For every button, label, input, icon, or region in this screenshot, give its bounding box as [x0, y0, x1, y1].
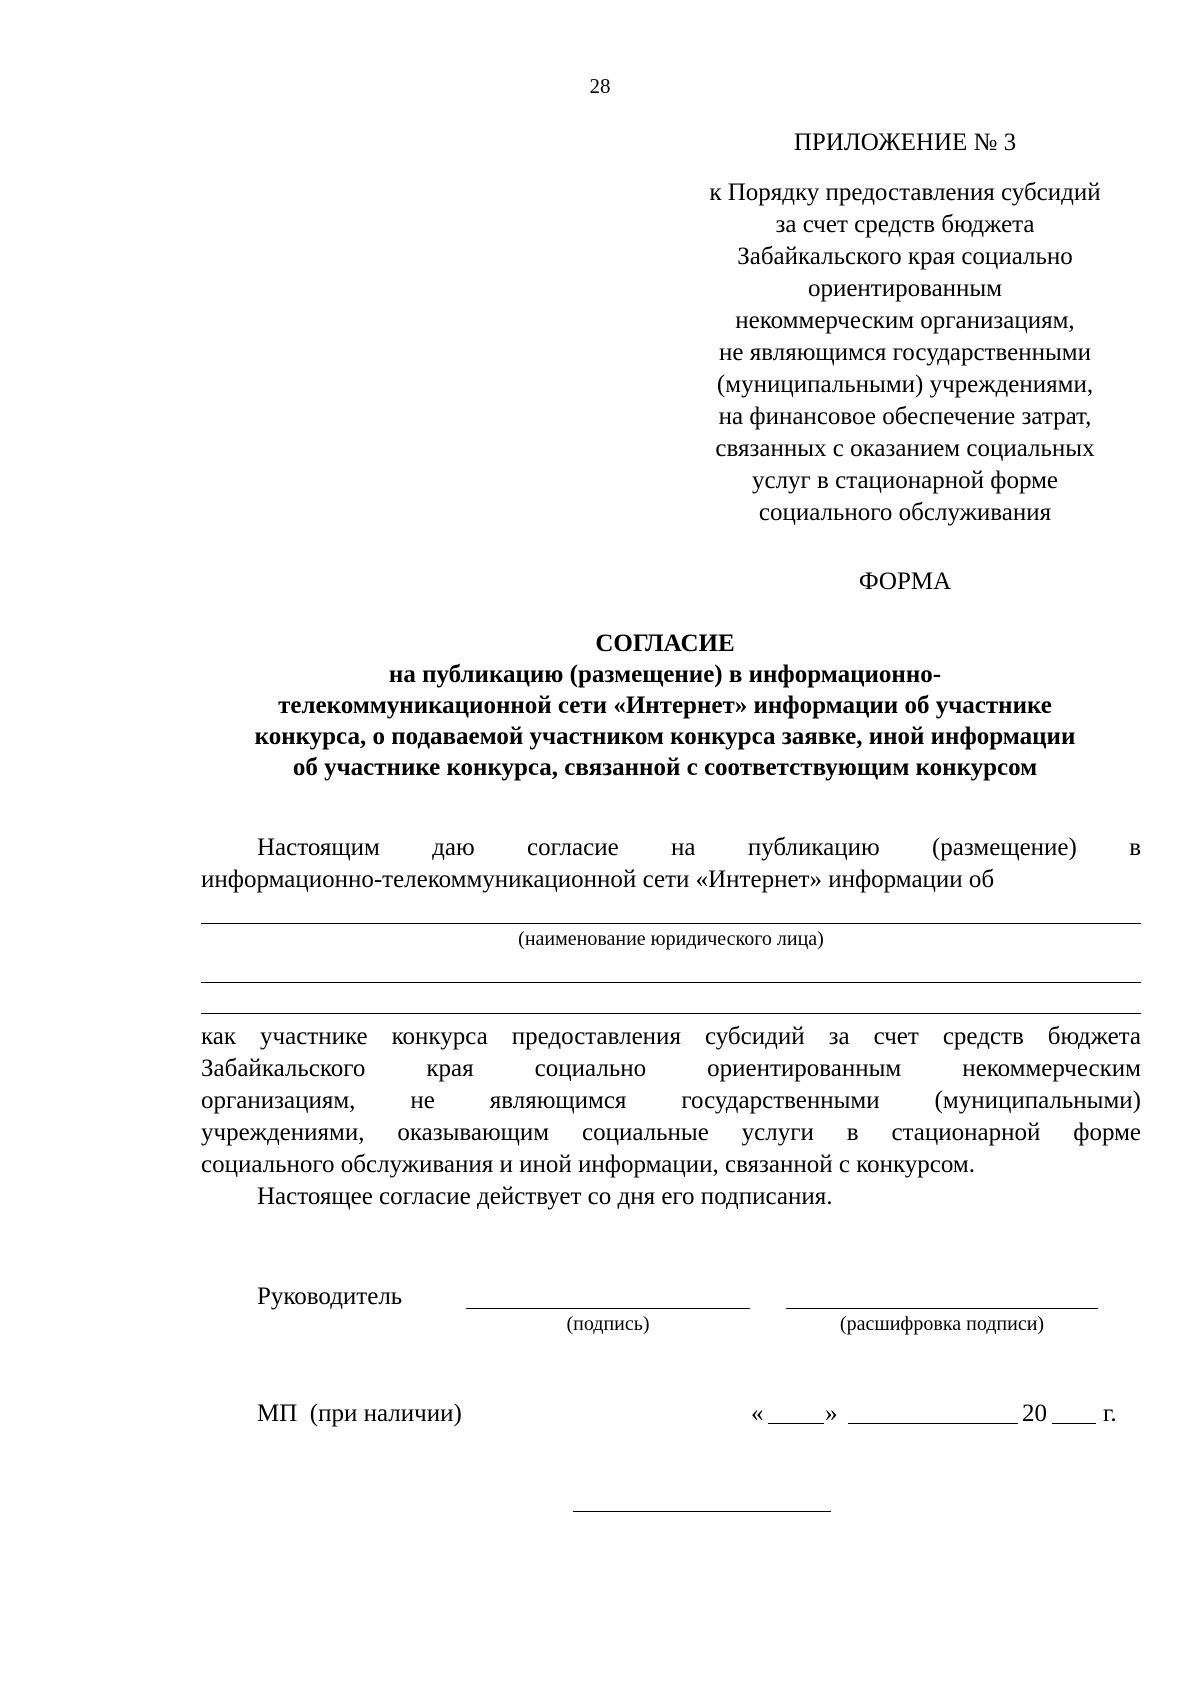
intro-line: информационно-телекоммуникационной сети «Интернет» информации об	[201, 866, 995, 893]
date-year-suffix: г.	[1103, 1400, 1117, 1427]
appendix-line: ориентированным	[807, 275, 1003, 302]
appendix-title: ПРИЛОЖЕНИЕ № 3	[793, 129, 1017, 156]
entity-name-line[interactable]	[201, 923, 1141, 924]
end-separator-line	[573, 1511, 831, 1512]
body-line: организациям, не являющимся государственными (муниципальными)	[201, 1087, 1141, 1114]
title-line: на публикацию (размещение) в информационно-	[388, 661, 942, 688]
appendix-line: (муниципальными) учреждениями,	[716, 371, 1094, 398]
validity-line: Настоящее согласие действует со дня его подписания.	[257, 1183, 833, 1210]
form-label: ФОРМА	[858, 568, 952, 595]
date-year-prefix: 20	[1022, 1400, 1047, 1427]
date-quote-open: «	[751, 1400, 764, 1427]
page-number: 28	[589, 74, 611, 98]
appendix-line: Забайкальского края социально	[737, 243, 1073, 270]
document-title	[190, 628, 1140, 783]
stamp-label: МП (при наличии)	[257, 1400, 462, 1427]
title-line: об участнике конкурса, связанной с соответствующим конкурсом	[292, 754, 1038, 781]
signature-decoding-caption: (расшифровка подписи)	[839, 1313, 1045, 1335]
appendix-line: услуг в стационарной форме	[751, 467, 1059, 494]
body-line: учреждениями, оказывающим социальные услуги в стационарной форме	[201, 1119, 1141, 1146]
date-year-line[interactable]	[1052, 1423, 1096, 1424]
intro-line: Настоящим даю согласие на публикацию (размещение) в	[257, 834, 1141, 861]
body-line: Забайкальского края социально ориентированным некоммерческим	[201, 1055, 1141, 1082]
appendix-line: социального обслуживания	[758, 499, 1052, 526]
entity-name-line-2[interactable]	[201, 982, 1141, 983]
signature-decoding-line[interactable]	[786, 1308, 1098, 1309]
body-paragraph	[201, 1021, 1141, 1213]
appendix-line: за счет средств бюджета	[775, 211, 1035, 238]
appendix-reference	[680, 177, 1130, 529]
signature-caption: (подпись)	[566, 1313, 650, 1335]
intro-paragraph	[201, 832, 1141, 896]
date-quote-close: »	[825, 1400, 838, 1427]
appendix-line: связанных с оказанием социальных	[715, 435, 1095, 462]
title-heading: СОГЛАСИЕ	[595, 630, 735, 657]
signature-line[interactable]	[466, 1308, 750, 1309]
title-line: телекоммуникационной сети «Интернет» информации об участнике	[278, 692, 1052, 719]
appendix-line: не являющимся государственными	[719, 339, 1091, 366]
body-line: как участнике конкурса предоставления субсидий за счет средств бюджета	[201, 1023, 1141, 1050]
entity-name-line-3[interactable]	[201, 1013, 1141, 1014]
appendix-line: некоммерческим организациям,	[735, 307, 1075, 334]
appendix-line: к Порядку предоставления субсидий	[709, 179, 1101, 206]
body-line: социального обслуживания и иной информации, связанной с конкурсом.	[201, 1151, 975, 1178]
title-line: конкурса, о подаваемой участником конкурса заявке, иной информации	[254, 723, 1076, 750]
entity-name-caption: (наименование юридического лица)	[518, 928, 824, 950]
date-month-line[interactable]	[848, 1423, 1018, 1424]
date-day-line[interactable]	[768, 1423, 824, 1424]
role-label: Руководитель	[257, 1283, 403, 1310]
appendix-line: на финансовое обеспечение затрат,	[718, 403, 1092, 430]
